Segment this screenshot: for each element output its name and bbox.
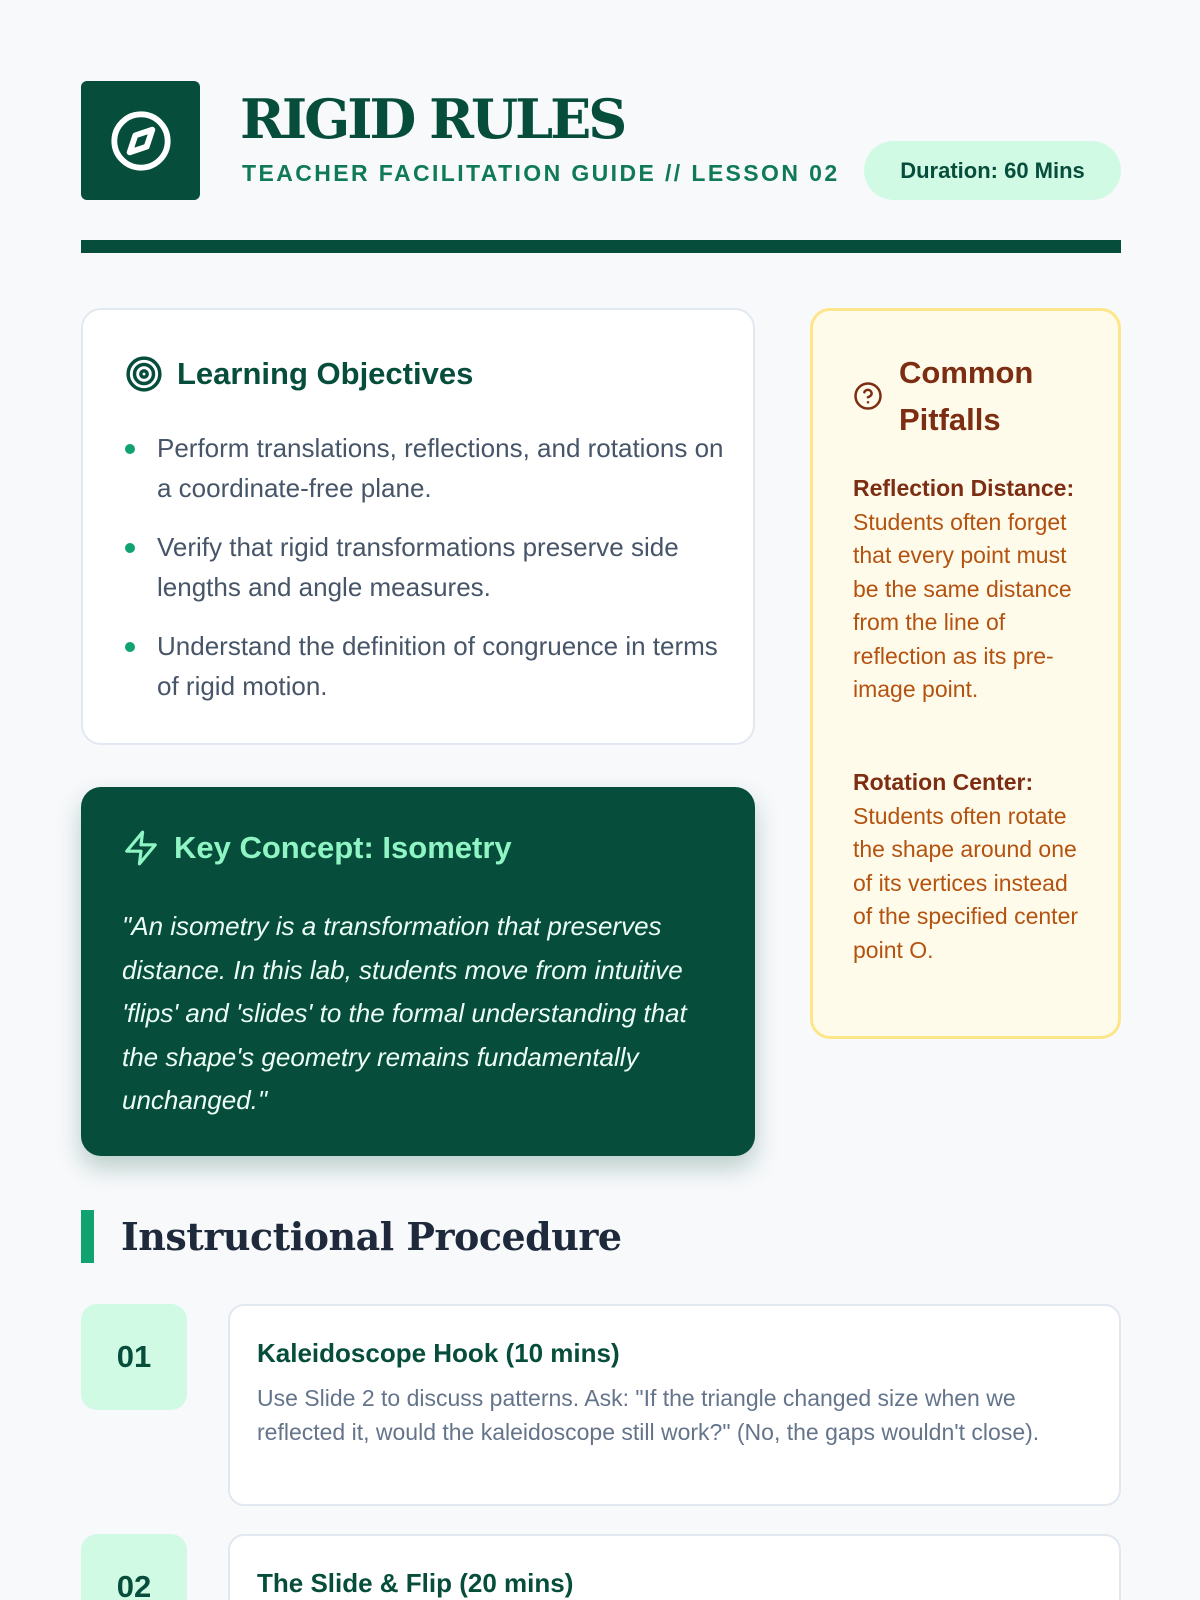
- step-number: 01: [81, 1304, 187, 1410]
- bullet: [125, 444, 135, 454]
- step-title: The Slide & Flip (20 mins): [257, 1568, 574, 1598]
- procedure-heading: Instructional Procedure: [121, 1214, 622, 1259]
- key-concept-card: [81, 787, 755, 1156]
- pitfall-label: Reflection Distance:: [853, 475, 1075, 501]
- objectives-heading: [125, 355, 473, 393]
- compass-icon: [109, 109, 173, 173]
- objectives-heading-label: Learning Objectives: [177, 356, 474, 391]
- bullet: [125, 543, 135, 553]
- concept-heading-label: Key Concept: Isometry: [174, 830, 512, 865]
- learning-objectives-card: [81, 308, 755, 745]
- objective-text: Understand the definition of congruence in terms of rigid motion.: [157, 631, 718, 701]
- pitfall-item: [853, 472, 1083, 707]
- page-subtitle: TEACHER FACILITATION GUIDE // LESSON 02: [242, 160, 840, 186]
- common-pitfalls-card: [810, 308, 1121, 1039]
- step-card: [228, 1534, 1121, 1600]
- duration-badge: Duration: 60 Mins: [864, 141, 1121, 200]
- objective-text: Perform translations, reflections, and rotations on a coordinate-free plane.: [157, 433, 724, 503]
- list-item: [125, 527, 725, 607]
- pitfalls-heading-label: Common Pitfalls: [899, 355, 1034, 437]
- step-card: [228, 1304, 1121, 1506]
- question-circle-icon: [853, 381, 883, 411]
- objectives-list: [125, 428, 725, 725]
- bullet: [125, 642, 135, 652]
- header-divider: [81, 240, 1121, 253]
- concept-heading: [122, 829, 512, 867]
- objective-text: Verify that rigid transformations preserve side lengths and angle measures.: [157, 532, 679, 602]
- step-number: 02: [81, 1534, 187, 1600]
- target-icon: [125, 355, 163, 393]
- pitfall-label: Rotation Center:: [853, 769, 1034, 795]
- procedure-accent-bar: [81, 1210, 94, 1263]
- pitfall-text: Students often forget that every point must be the same distance from the line of reflection as its pre-image point.: [853, 508, 1072, 702]
- concept-quote: "An isometry is a transformation that preserves distance. In this lab, students move from intuitive 'flips' and 'slides' to the formal understanding that the shape's geometry remains fundamentally unchanged.": [122, 911, 687, 1115]
- list-item: [125, 626, 725, 706]
- lightning-icon: [122, 829, 160, 867]
- page-title: RIGID RULES: [240, 87, 625, 151]
- pitfall-text: Students often rotate the shape around one of its vertices instead of the specified center point O.: [853, 802, 1079, 963]
- logo: [81, 81, 200, 200]
- pitfalls-heading: [853, 349, 1093, 443]
- step-title: Kaleidoscope Hook (10 mins): [257, 1338, 620, 1368]
- list-item: [125, 428, 725, 508]
- step-body: Use Slide 2 to discuss patterns. Ask: "If the triangle changed size when we reflected it, would the kaleidoscope still work?" (No, the gaps wouldn't close).: [257, 1385, 1040, 1445]
- pitfall-item: [853, 766, 1083, 967]
